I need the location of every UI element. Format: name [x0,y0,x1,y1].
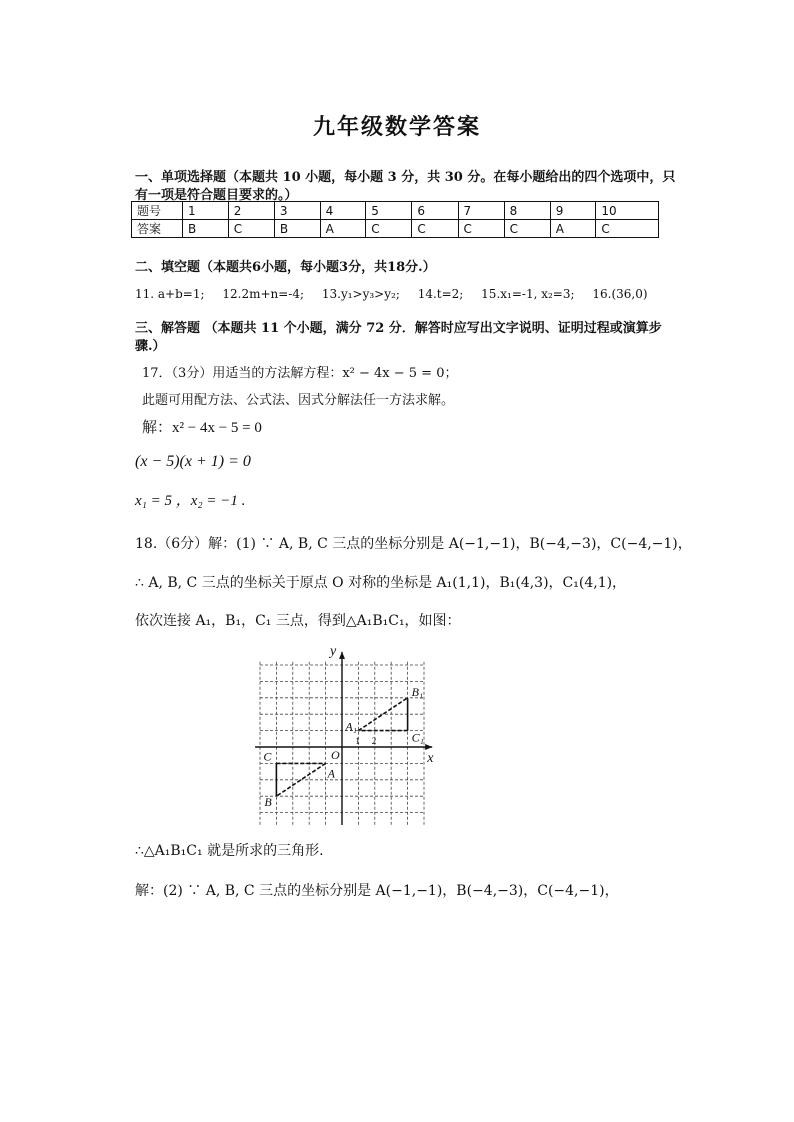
q18-conclusion: ∴△A₁B₁C₁ 就是所求的三角形. [135,843,324,859]
table-cell: C [458,220,504,238]
axes [255,652,432,825]
table-header-cell: 题号 [132,202,183,220]
table-cell: A [550,220,596,238]
point-label: A [327,766,335,781]
tick-label: 1 [355,736,360,746]
answer-table [131,201,659,238]
section3-heading: 三、解答题 （本题共 11 个小题，满分 72 分．解答时应写出文字说明、证明过程或演算步 [135,321,662,336]
q18-line3: 依次连接 A₁，B₁，C₁ 三点，得到△A₁B₁C₁，如图： [135,613,461,629]
table-cell: C [228,220,274,238]
table-cell: B [274,220,320,238]
answer-13: 13.y₁>y₃>y₂; [321,287,400,301]
coordinate-figure [250,640,450,825]
x-axis-arrow [425,744,432,750]
q18-line1: 18.（6分）解：(1) ∵ A, B, C 三点的坐标分别是 A(−1,−1)，B(−4,−3)，C(−4,−1)， [135,536,692,552]
q18-line2: ∴ A, B, C 三点的坐标关于原点 O 对称的坐标是 A₁(1,1)，B₁(4,3)，C₁(4,1)， [135,575,627,591]
table-cell: B [183,220,229,238]
table-cell: C [412,220,458,238]
page-title: 九年级数学答案 [312,114,481,140]
fill-answers [135,287,662,301]
q17-prompt: 17．（3分）用适当的方法解方程：x² − 4x − 5 = 0； [142,366,458,381]
q17-step3: x₁ = 5 ，x₂ = −1 . [135,493,246,509]
answer-12: 12.2m+n=-4; [222,287,305,301]
table-cell: 6 [412,202,458,220]
q17-note: 此题可用配方法、公式法、因式分解法任一方法求解。 [142,393,455,408]
table-row [132,202,659,220]
q17-step1: 解：x² − 4x − 5 = 0 [142,420,262,436]
section3-heading-cont: 骤.） [135,339,166,354]
y-axis-arrow [339,652,345,659]
table-header-cell: 答案 [132,220,183,238]
section2-heading: 二、填空题（本题共6小题，每小题3分，共18分.） [135,260,436,275]
point-label: C₁ [411,730,424,745]
answer-14: 14.t=2; [417,287,464,301]
table-cell: A [320,220,366,238]
point-label: B [264,795,272,810]
table-cell: 10 [596,202,659,220]
table-cell: 7 [458,202,504,220]
table-cell: 9 [550,202,596,220]
x-axis-label: x [427,751,434,766]
section1-heading: 一、单项选择题（本题共 10 小题，每小题 3 分，共 30 分。在每小题给出的四个选项中，只 [135,170,676,185]
table-cell: C [366,220,412,238]
q17-step2: (x − 5)(x + 1) = 0 [135,453,251,470]
table-cell: 2 [228,202,274,220]
table-row [132,220,659,238]
origin-label: O [331,748,340,762]
table-cell: 4 [320,202,366,220]
tick-label: 2 [371,736,377,746]
answer-15: 15.x₁=-1, x₂=3; [481,287,575,301]
y-axis-label: y [330,644,337,660]
answer-11: 11. a+b=1; [135,287,205,301]
table-cell: C [504,220,550,238]
answer-16: 16.(36,0) [592,287,648,301]
point-labels [263,644,434,809]
table-cell: 5 [366,202,412,220]
table-cell: 3 [274,202,320,220]
point-label: C [263,749,272,764]
table-cell: C [596,220,659,238]
section1-heading-cont: 有一项是符合题目要求的。） [135,188,298,203]
table-cell: 1 [183,202,229,220]
point-label: A₁ [345,719,357,734]
table-cell: 8 [504,202,550,220]
q18-part2: 解：(2) ∵ A, B, C 三点的坐标分别是 A(−1,−1)，B(−4,−3)，C(−4,−1)， [135,883,619,899]
point-label: B₁ [411,684,424,699]
